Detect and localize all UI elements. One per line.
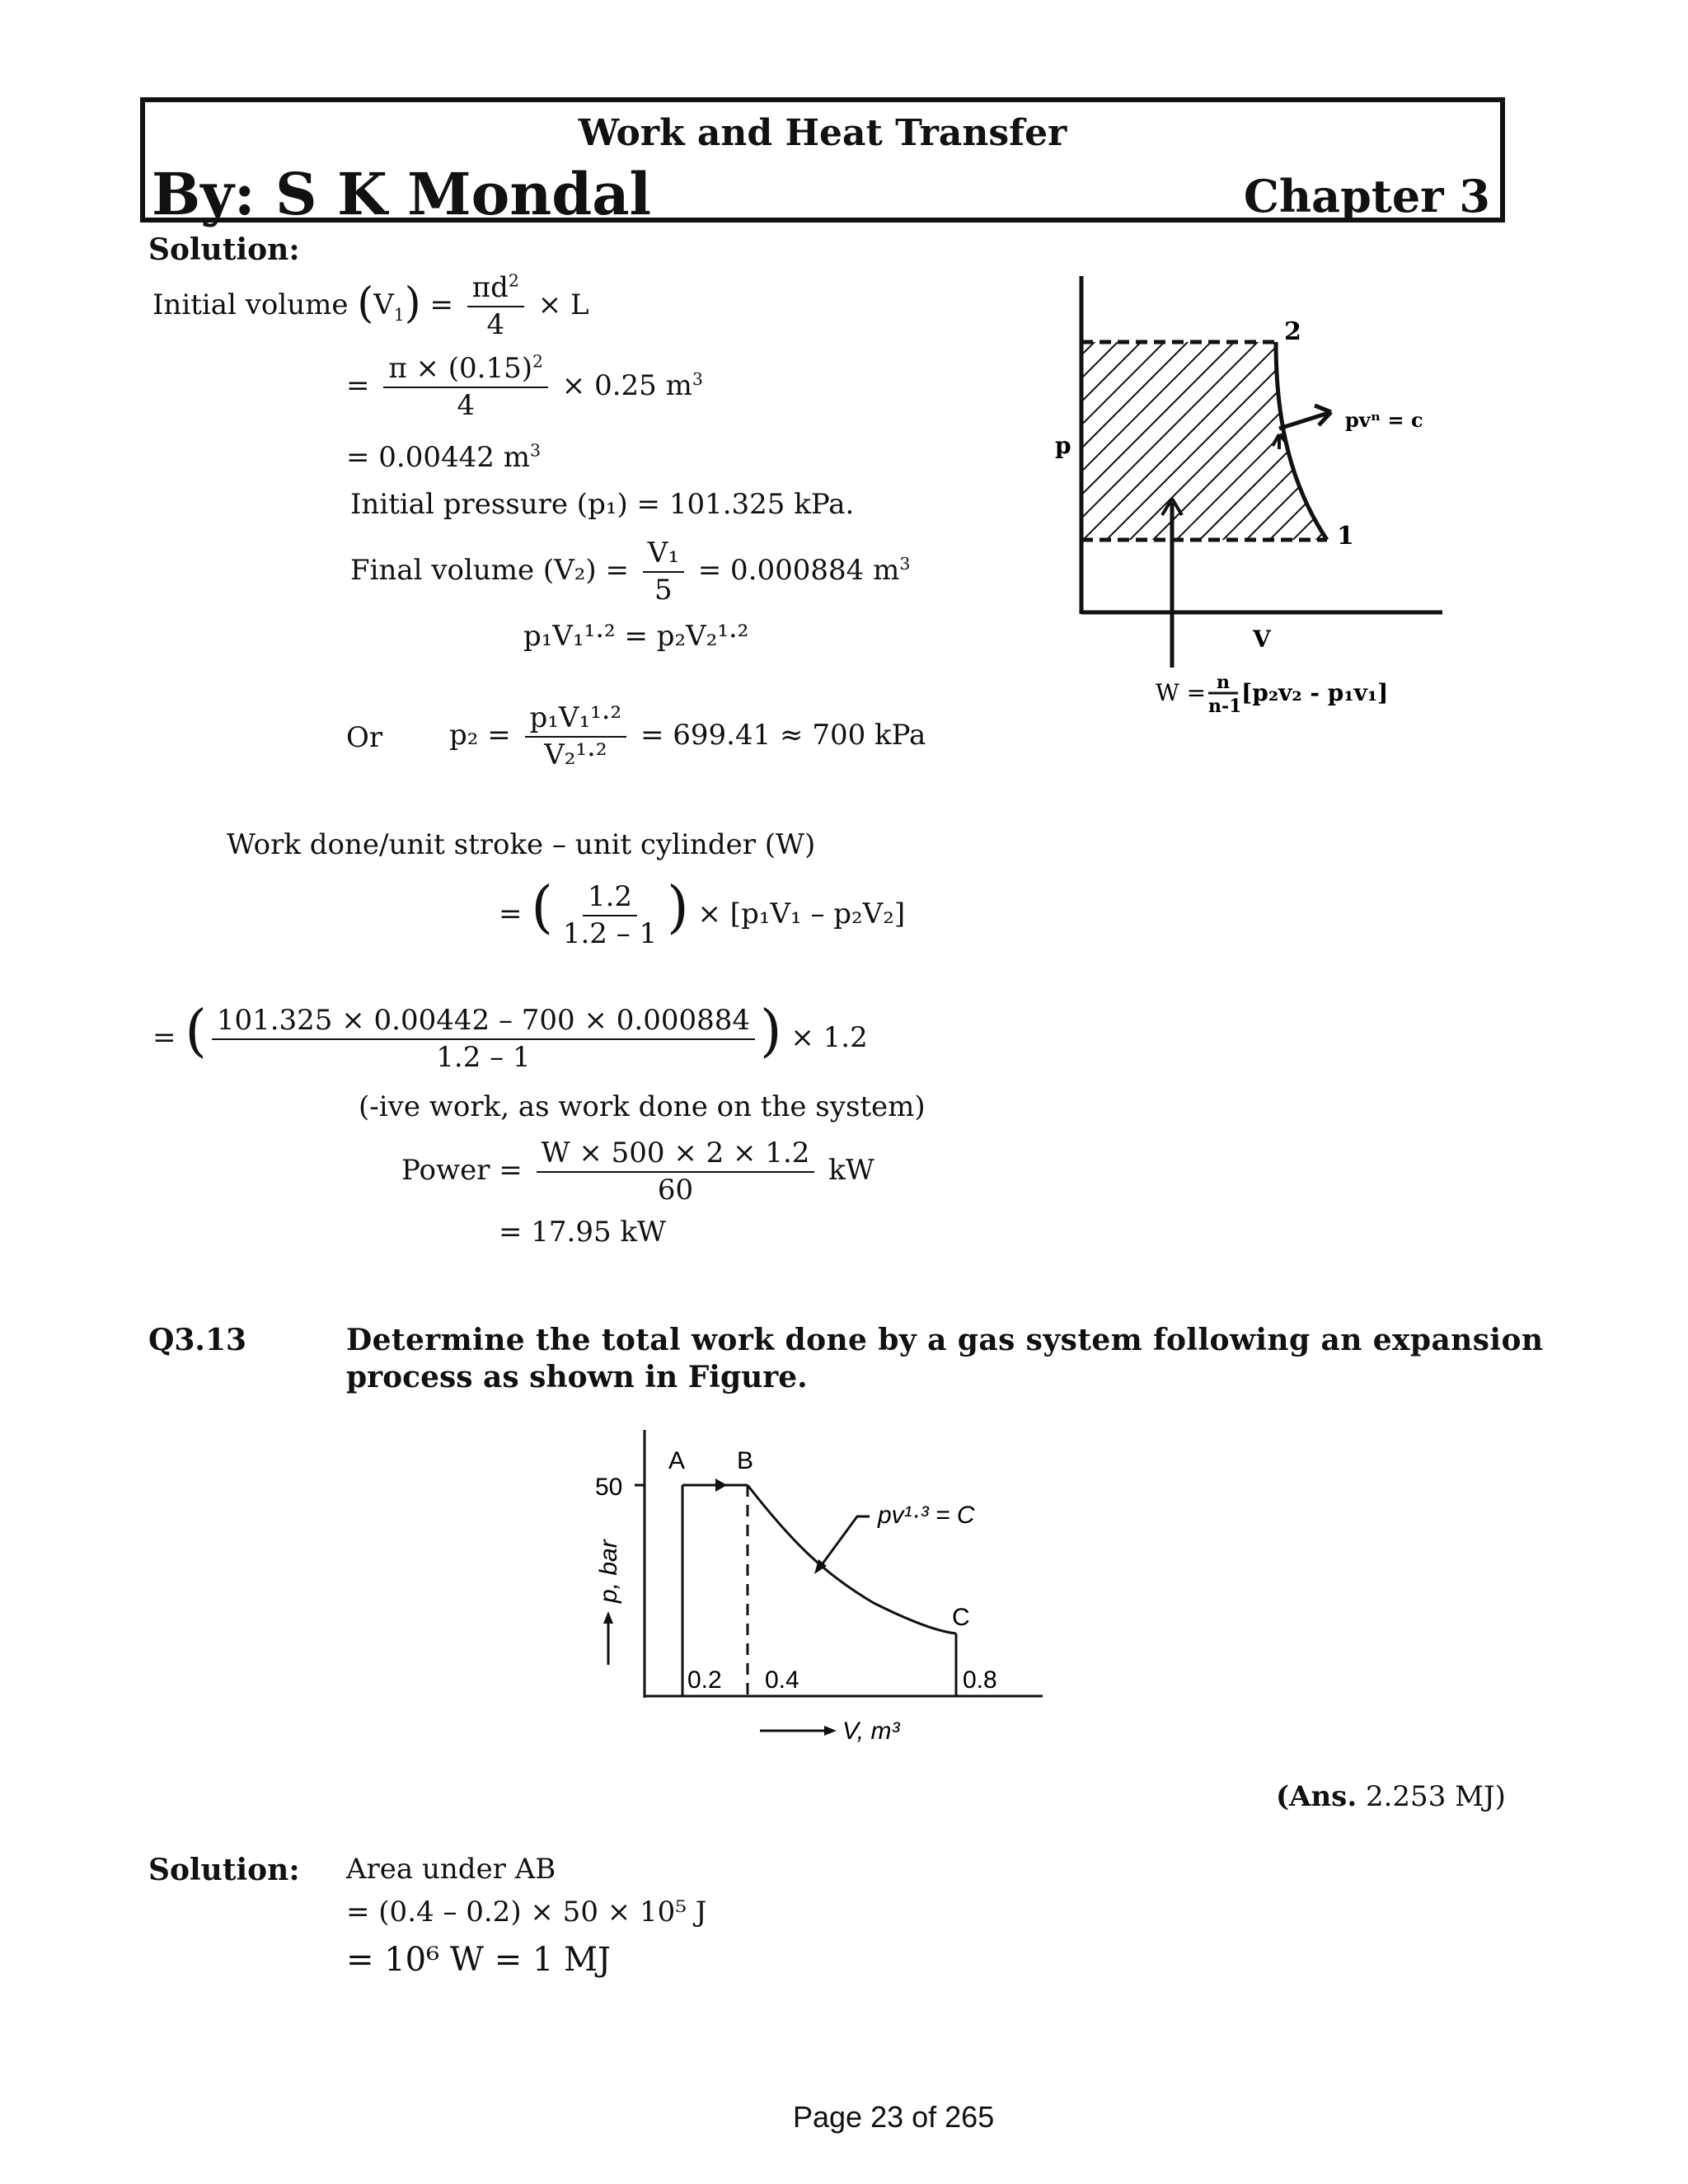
power-numerator: W × 500 × 2 × 1.2 (537, 1137, 815, 1173)
point-c-label: C (952, 1604, 970, 1631)
work-bracket: × [p₁V₁ – p₂V₂] (697, 898, 906, 930)
pv-diagram-expansion (577, 1426, 1071, 1764)
v1-formula-tail: × L (537, 288, 589, 322)
header-author: By: S K Mondal (152, 160, 652, 228)
y-label-arrow-icon (603, 1611, 613, 1624)
y-axis-label: p (1055, 432, 1071, 459)
power-equation (401, 1137, 874, 1207)
work-eq-tail: [p₂v₂ - p₁v₁] (1241, 679, 1389, 706)
curve-label: pvⁿ = c (1345, 408, 1423, 432)
work-eq-lhs: W = (1156, 679, 1207, 706)
initial-pressure: Initial pressure (p₁) = 101.325 kPa. (350, 488, 855, 521)
x-tick-label-0.2: 0.2 (687, 1666, 722, 1694)
solution-label: Solution: (148, 232, 300, 267)
initial-volume-label: Initial volume (152, 288, 349, 322)
solution2-line3: = 10⁶ W = 1 MJ (346, 1941, 612, 1979)
p2-denominator: V₂¹·² (544, 738, 607, 772)
answer-value: 2.253 MJ) (1365, 1780, 1506, 1813)
pv-diagram-polytropic (1055, 264, 1467, 733)
page-number: Page 23 of 265 (793, 2100, 995, 2134)
solution2-line1: Area under AB (346, 1853, 556, 1886)
v1-result-text: = 0.00442 m (346, 441, 530, 474)
work-sub-denominator: 1.2 – 1 (436, 1041, 531, 1074)
point-a-label: A (668, 1447, 686, 1474)
p2-result: = 699.41 ≈ 700 kPa (640, 719, 926, 752)
p2-numerator: p₁V₁¹·² (525, 702, 627, 738)
work-area (1081, 342, 1327, 540)
work-formula: = ( $\frac{1.2}{1.2 - 1}$ ) × [p₁V₁ – p₂V₂] (499, 875, 906, 950)
curve-label-leader (821, 1516, 870, 1566)
question-text-line1: Determine the total work done by a gas system following an expansion (346, 1323, 1544, 1357)
x-axis-label: V (1253, 626, 1271, 653)
initial-volume-equation: Initial volume $(V_1)$ = $\frac{\pi d^2}{4}$ × L (152, 270, 589, 342)
work-eq-numerator: n (1217, 672, 1230, 693)
v1-sub-tail: × 0.25 m (561, 369, 692, 403)
power-result: = 17.95 kW (499, 1216, 666, 1249)
v1-substitution: = $\frac{\pi \times (0.15)^2}{4}$ × 0.25 $m^3$ (346, 351, 703, 423)
question-text-line2: process as shown in Figure. (346, 1360, 808, 1394)
v1-sub-numerator: π × (0.15) (388, 352, 532, 385)
v1-formula-denominator: 4 (486, 308, 505, 342)
work-sub-numerator: 101.325 × 0.00442 – 700 × 0.000884 (212, 1005, 755, 1040)
v1-result: = 0.00442 $m^3$ (346, 440, 541, 474)
final-volume-equation: Final volume (V₂) = $\frac{\text{V₁}}{5}$ = 0.000884 $m^3$ (350, 537, 911, 607)
point-2-label: 2 (1284, 317, 1301, 346)
answer-prefix: (Ans. (1276, 1780, 1357, 1813)
solution2-line2: = (0.4 – 0.2) × 50 × 10⁵ J (346, 1896, 707, 1929)
work-substitution: = ( $\frac{101.325 \times 0.00442 - 700 \times 0.000884}{1.2 - 1}$ ) × 1.2 (152, 999, 868, 1074)
power-label: Power = (401, 1154, 523, 1188)
final-volume-label: Final volume (V₂) = (350, 554, 629, 588)
y-axis-label: p, bar (595, 1540, 622, 1603)
power-denominator: 60 (657, 1174, 694, 1207)
p2-equation (449, 702, 926, 771)
header-title: Work and Heat Transfer (578, 112, 1067, 154)
x-tick-label-0.8: 0.8 (963, 1666, 997, 1694)
negative-work-note: (-ive work, as work done on the system) (359, 1090, 926, 1123)
power-unit: kW (828, 1154, 874, 1188)
v1-sub-denominator: 4 (457, 389, 475, 423)
answer (1276, 1780, 1506, 1813)
final-volume-tail: = 0.000884 m (697, 554, 900, 588)
curve-label: pv¹·³ = C (878, 1502, 975, 1529)
chapter-header (140, 97, 1505, 228)
x-tick-label-0.4: 0.4 (765, 1666, 799, 1694)
y-tick-label-50: 50 (595, 1474, 623, 1501)
header-chapter: Chapter 3 (1243, 170, 1490, 223)
v1-formula-numerator: πd (471, 271, 509, 304)
ab-arrow-icon (715, 1479, 727, 1492)
solution2-label: Solution: (148, 1853, 300, 1887)
work-coef-numerator: 1.2 (583, 881, 637, 916)
work-sub-tail: × 1.2 (790, 1021, 868, 1054)
x-label-arrow-icon (824, 1726, 837, 1736)
question-number: Q3.13 (148, 1323, 247, 1357)
final-volume-numerator: V₁ (643, 537, 684, 573)
work-coef-denominator: 1.2 – 1 (562, 917, 658, 950)
work-eq-denominator: n-1 (1208, 696, 1242, 717)
p2-lhs: p₂ = (449, 719, 511, 752)
x-axis-label: V, m³ (842, 1718, 900, 1745)
point-1-label: 1 (1337, 522, 1354, 551)
final-volume-denominator: 5 (654, 574, 673, 607)
point-b-label: B (737, 1447, 754, 1474)
or-label: Or (346, 721, 383, 754)
work-label: Work done/unit stroke – unit cylinder (W) (227, 828, 816, 861)
polytropic-relation: p₁V₁¹·² = p₂V₂¹·² (523, 620, 749, 653)
